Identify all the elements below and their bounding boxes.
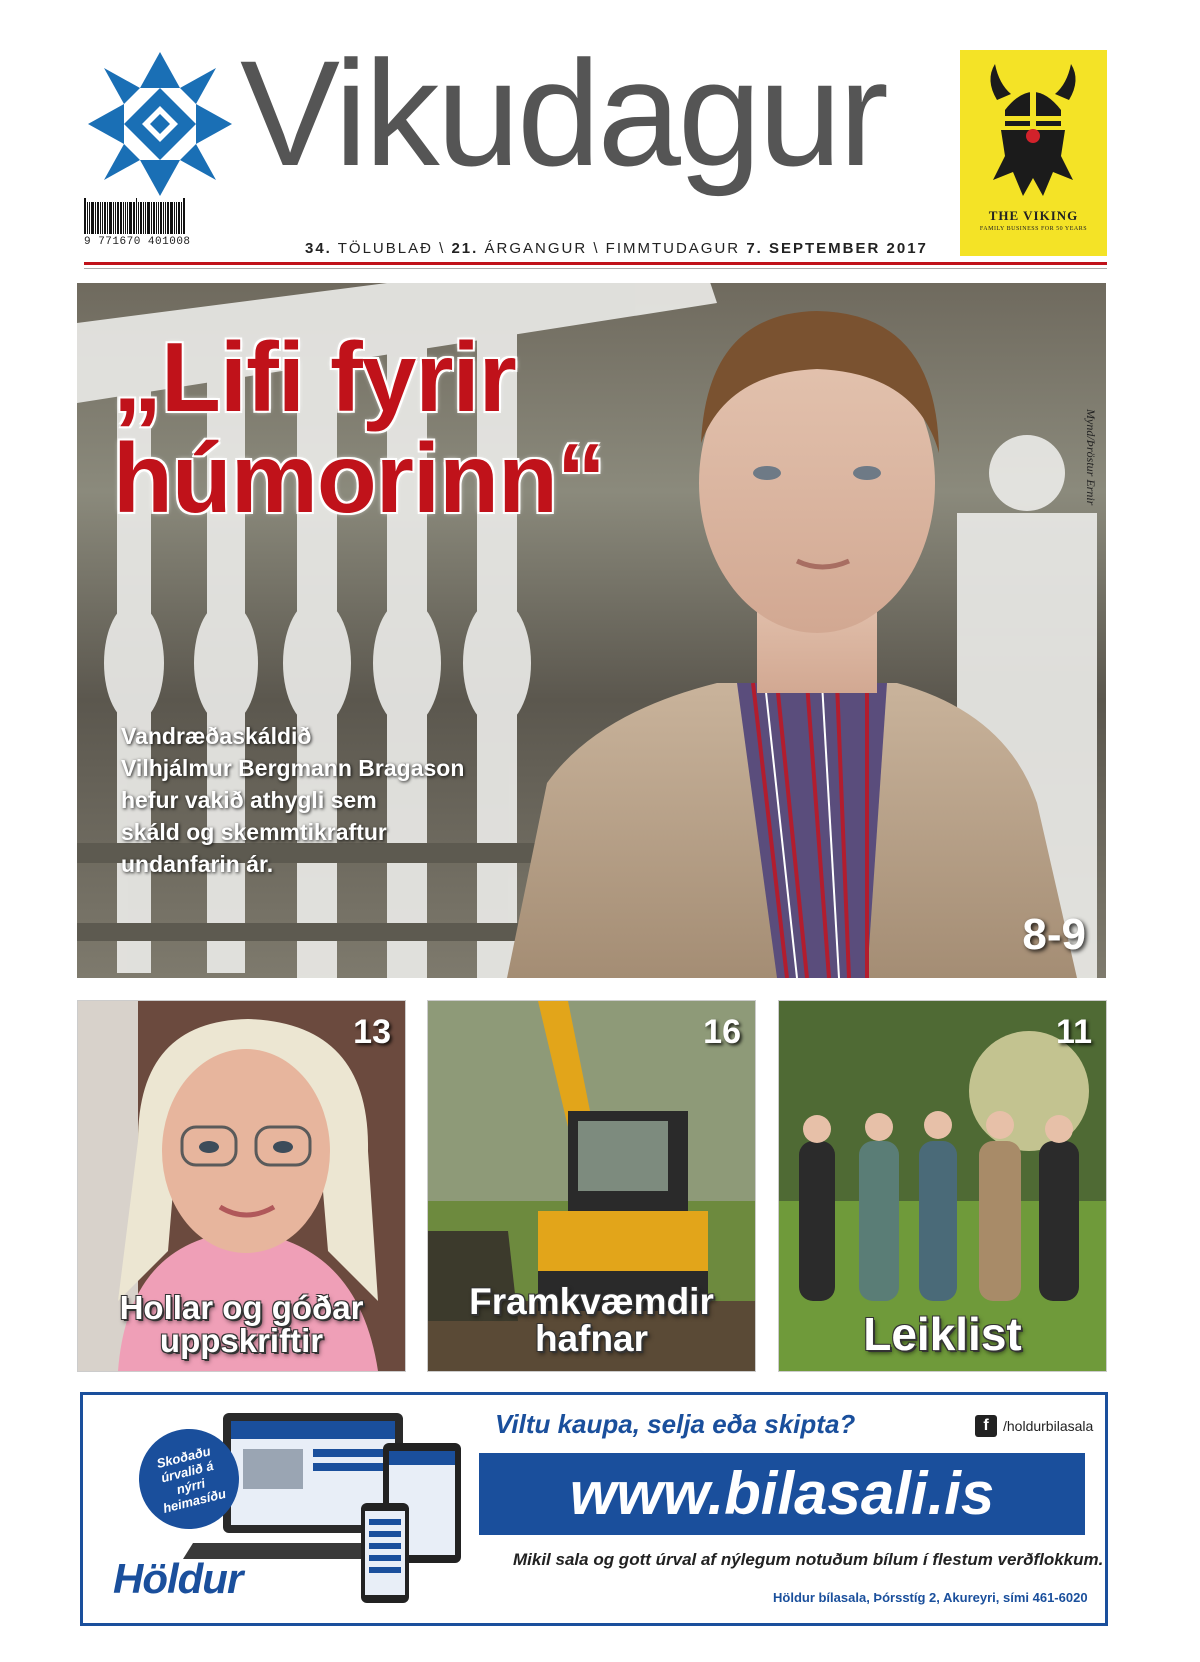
barcode-bar — [158, 202, 159, 234]
barcode-bar — [107, 202, 108, 234]
barcode-bar — [136, 198, 137, 234]
barcode-bar — [117, 202, 119, 234]
cover-page-ref: 8-9 — [1022, 910, 1086, 959]
barcode-bar — [120, 202, 122, 234]
barcode-bar — [163, 202, 164, 234]
teaser-page-ref: 13 — [353, 1013, 391, 1051]
barcode-bar — [165, 202, 166, 234]
issue-number: 34. — [305, 240, 332, 257]
barcode-bar — [102, 202, 103, 234]
masthead-rule-thin — [84, 268, 1107, 269]
barcode-bar — [91, 202, 94, 234]
ad-tagline: Mikil sala og gott úrval af nýlegum notuðum bílum í flestum verðflokkum. — [513, 1550, 1104, 1569]
teaser-page-ref: 11 — [1056, 1013, 1092, 1051]
barcode-bar — [160, 202, 162, 234]
barcode-bar — [170, 202, 173, 234]
barcode-bar — [115, 202, 116, 234]
barcode-bar — [147, 202, 150, 234]
cover-caption-line: undanfarin ár. — [121, 851, 274, 877]
barcode-bar — [123, 202, 124, 234]
issue-label: TÖLUBLAÐ \ — [331, 240, 452, 257]
barcode-bar — [151, 202, 152, 234]
issue-line — [305, 240, 928, 257]
viking-helmet-icon — [977, 60, 1089, 200]
barcode-bar — [138, 202, 139, 234]
star-logo-icon — [84, 48, 236, 200]
barcode-bar — [100, 202, 101, 234]
barcode-bar — [176, 202, 177, 234]
barcode-bar — [178, 202, 180, 234]
teaser-title-line: uppskriftir — [159, 1322, 324, 1359]
viking-ad-subtitle: FAMILY BUSINESS FOR 50 YEARS — [979, 226, 1088, 232]
barcode-bar — [104, 202, 106, 234]
barcode-bar — [109, 202, 112, 234]
cover-caption — [121, 720, 464, 880]
teaser-title — [428, 1283, 755, 1357]
barcode-bar — [87, 202, 88, 234]
cover-headline — [113, 322, 605, 533]
barcode-bar — [145, 202, 146, 234]
masthead-rule — [84, 262, 1107, 265]
barcode-bar — [183, 198, 185, 234]
barcode-bar — [125, 202, 126, 234]
barcode — [84, 198, 224, 248]
viking-ad[interactable] — [960, 50, 1107, 256]
cover-caption-line: Vandræðaskáldið — [121, 723, 312, 749]
cover-caption-line: skáld og skemmtikraftur — [121, 819, 387, 845]
barcode-number: 9 771670 401008 — [84, 236, 191, 248]
ad-facebook-link[interactable] — [975, 1415, 1093, 1437]
volume-label: ÁRGANGUR \ FIMMTUDAGUR — [478, 240, 747, 257]
cover-caption-line: Vilhjálmur Bergmann Bragason — [121, 755, 465, 781]
teaser-page-ref: 16 — [703, 1013, 741, 1051]
ad-question: Viltu kaupa, selja eða skipta? — [495, 1409, 856, 1439]
viking-ad-title: THE VIKING — [988, 208, 1079, 223]
teaser-construction[interactable] — [427, 1000, 756, 1372]
barcode-bar — [84, 198, 86, 234]
barcode-bar — [133, 202, 135, 234]
barcode-bar — [113, 202, 114, 234]
teaser-title — [78, 1291, 405, 1357]
barcode-bar — [127, 202, 128, 234]
teaser-title — [779, 1308, 1106, 1360]
volume-number: 21. — [451, 240, 479, 257]
teaser-theatre[interactable] — [778, 1000, 1107, 1372]
barcode-bar — [140, 202, 142, 234]
ad-facebook-handle: /holdurbilasala — [1003, 1418, 1094, 1434]
facebook-icon: f — [975, 1415, 997, 1437]
holdur-logo: Höldur — [113, 1555, 243, 1602]
holdur-ad[interactable] — [80, 1392, 1108, 1626]
issue-date: 7. SEPTEMBER 2017 — [746, 240, 928, 257]
ad-badge-text: Skoðaðu úrvalið á nýrri heimasíðu — [155, 1443, 228, 1516]
barcode-bar — [129, 202, 132, 234]
barcode-bars — [84, 198, 214, 234]
cover-headline-line1: „Lifi fyrir — [113, 322, 516, 432]
barcode-bar — [156, 202, 157, 234]
barcode-bar — [97, 202, 99, 234]
teaser-title-line: Leiklist — [863, 1308, 1022, 1360]
barcode-bar — [95, 202, 96, 234]
cover-headline-line2: húmorinn“ — [113, 422, 605, 533]
masthead-title: Vikudagur — [240, 29, 886, 197]
teaser-title-line: Hollar og góðar — [119, 1289, 364, 1326]
teaser-title-line: Framkvæmdir — [469, 1281, 714, 1322]
ad-address: Höldur bílasala, Þórsstíg 2, Akureyri, sími 461-6020 — [773, 1590, 1088, 1605]
cover-caption-line: hefur vakið athygli sem — [121, 787, 377, 813]
barcode-bar — [153, 202, 155, 234]
ad-url-link[interactable]: www.bilasali.is — [479, 1453, 1085, 1535]
barcode-bar — [174, 202, 175, 234]
photo-credit: Mynd/Þröstur Ernir — [1084, 409, 1098, 506]
teaser-title-line: hafnar — [534, 1318, 649, 1359]
barcode-bar — [89, 202, 90, 234]
teaser-recipes[interactable] — [77, 1000, 406, 1372]
cover-story[interactable] — [77, 283, 1106, 978]
barcode-bar — [167, 202, 169, 234]
barcode-bar — [181, 202, 182, 234]
barcode-bar — [143, 202, 144, 234]
